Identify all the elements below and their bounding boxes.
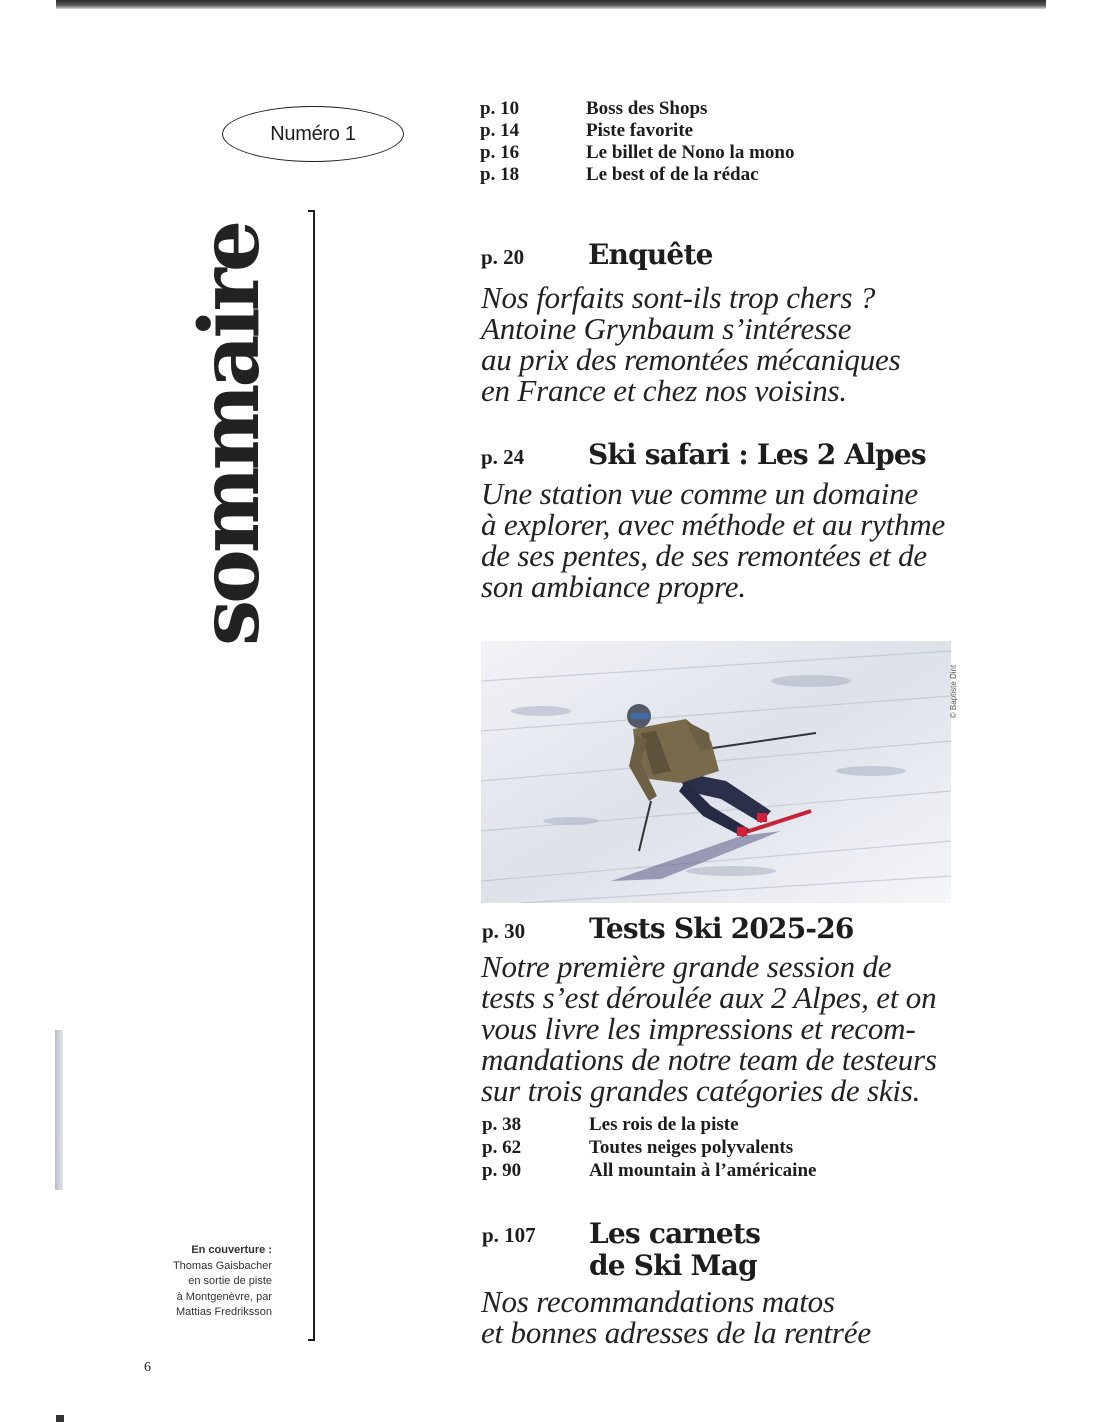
section-ski-safari-description bbox=[481, 478, 945, 602]
section-title: Ski safari : Les 2 Alpes bbox=[588, 438, 926, 471]
section-page: p. 107 bbox=[482, 1223, 536, 1247]
section-title: Tests Ski 2025-26 bbox=[589, 912, 854, 945]
description-line: son ambiance propre. bbox=[481, 569, 746, 604]
cover-credit-line: à Montgenèvre, par bbox=[176, 1290, 272, 1303]
section-title: Enquête bbox=[588, 238, 713, 271]
photo-credit bbox=[947, 665, 961, 717]
description-line: vous livre les impressions et recom- bbox=[481, 1011, 916, 1046]
description-line: tests s’est déroulée aux 2 Alpes, et on bbox=[481, 980, 937, 1015]
divider-tick-top bbox=[308, 210, 315, 212]
section-page: p. 30 bbox=[482, 919, 526, 943]
vertical-divider bbox=[313, 210, 315, 1340]
toc-page: p. 10 bbox=[480, 98, 520, 119]
toc-label: Les rois de la piste bbox=[589, 1114, 739, 1135]
toc-label: All mountain à l’américaine bbox=[589, 1160, 817, 1181]
toc-item[interactable] bbox=[480, 98, 794, 120]
cover-credit-line: Mattias Fredriksson bbox=[176, 1306, 272, 1318]
toc-page: p. 18 bbox=[480, 164, 520, 185]
toc-item[interactable] bbox=[480, 120, 794, 142]
issue-label: Numéro 1 bbox=[270, 122, 356, 145]
skier-illustration bbox=[481, 641, 951, 903]
toc-item[interactable] bbox=[482, 1136, 816, 1159]
section-title-line: Les carnets bbox=[589, 1217, 761, 1250]
cover-credit-line: en sortie de piste bbox=[188, 1275, 272, 1287]
description-line: à explorer, avec méthode et au rythme bbox=[481, 507, 946, 542]
issue-badge bbox=[222, 106, 404, 162]
scan-top-edge bbox=[56, 0, 1046, 9]
toc-label: Boss des Shops bbox=[586, 98, 708, 119]
section-title bbox=[589, 1218, 760, 1282]
description-line: et bonnes adresses de la rentrée bbox=[481, 1315, 871, 1350]
toc-page: p. 14 bbox=[480, 120, 520, 141]
toc-label: Piste favorite bbox=[586, 120, 694, 141]
tests-ski-sublist bbox=[482, 1113, 816, 1182]
description-line: mandations de notre team de testeurs bbox=[481, 1042, 937, 1077]
description-line: Une station vue comme un domaine bbox=[481, 476, 918, 511]
cover-credit-label: En couverture : bbox=[191, 1244, 272, 1256]
description-line: Notre première grande session de bbox=[481, 949, 892, 984]
page-number: 6 bbox=[144, 1360, 151, 1375]
toc-top-list bbox=[480, 98, 794, 186]
photo-credit-text: © Baptiste Dint bbox=[949, 664, 959, 718]
section-enquete-heading[interactable] bbox=[481, 238, 713, 271]
toc-item[interactable] bbox=[480, 164, 794, 186]
section-enquete-description bbox=[481, 282, 900, 406]
page-title-text: sommaire bbox=[182, 223, 279, 647]
toc-item[interactable] bbox=[482, 1159, 816, 1182]
toc-item[interactable] bbox=[480, 142, 794, 164]
divider-tick-bottom bbox=[308, 1339, 315, 1341]
description-line: en France et chez nos voisins. bbox=[481, 373, 847, 408]
description-line: Nos recommandations matos bbox=[481, 1284, 835, 1319]
section-page: p. 20 bbox=[481, 245, 525, 269]
toc-page: p. 16 bbox=[480, 142, 520, 163]
section-title-line: de Ski Mag bbox=[589, 1249, 757, 1282]
description-line: au prix des remontées mécaniques bbox=[481, 342, 901, 377]
section-ski-safari-heading[interactable] bbox=[481, 438, 926, 471]
description-line: Nos forfaits sont-ils trop chers ? bbox=[481, 280, 876, 315]
toc-label: Le billet de Nono la mono bbox=[586, 142, 795, 163]
cover-credit bbox=[150, 1243, 272, 1321]
description-line: sur trois grandes catégories de skis. bbox=[481, 1073, 921, 1108]
section-carnets-heading[interactable] bbox=[482, 1218, 760, 1282]
skier-photo bbox=[481, 641, 951, 903]
description-line: de ses pentes, de ses remontées et de bbox=[481, 538, 927, 573]
toc-label: Toutes neiges polyvalents bbox=[589, 1137, 794, 1158]
section-tests-ski-description bbox=[481, 951, 937, 1106]
description-line: Antoine Grynbaum s’intéresse bbox=[481, 311, 852, 346]
section-carnets-description bbox=[481, 1286, 871, 1348]
toc-page: p. 62 bbox=[482, 1137, 522, 1158]
page-title bbox=[182, 205, 279, 665]
toc-page: p. 90 bbox=[482, 1160, 522, 1181]
toc-item[interactable] bbox=[482, 1113, 816, 1136]
toc-page: p. 38 bbox=[482, 1114, 522, 1135]
section-tests-ski-heading[interactable] bbox=[482, 912, 854, 945]
section-page: p. 24 bbox=[481, 445, 525, 469]
cover-credit-line: Thomas Gaisbacher bbox=[172, 1259, 272, 1272]
toc-label: Le best of de la rédac bbox=[586, 164, 759, 185]
